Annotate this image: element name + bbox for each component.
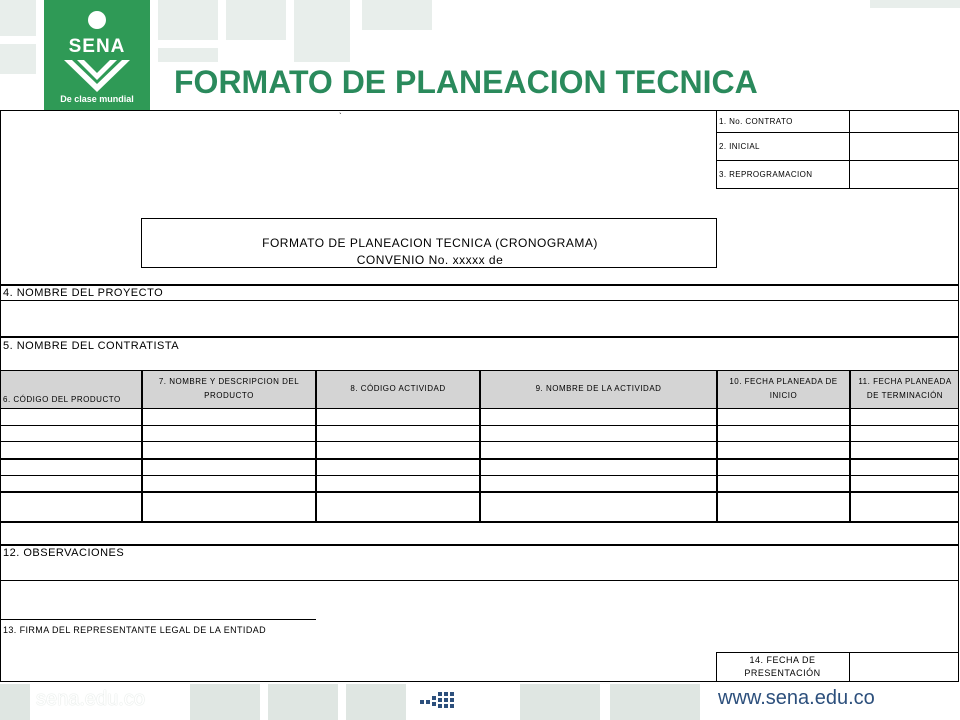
table-row[interactable] [1, 409, 958, 425]
signature-label: 13. FIRMA DEL REPRESENTANTE LEGAL DE LA ENTIDAD [3, 625, 267, 635]
column-header-activity-code: 8. CÓDIGO ACTIVIDAD [350, 384, 446, 393]
column-header-activity-name: 9. NOMBRE DE LA ACTIVIDAD [535, 384, 662, 393]
initial-label: 2. INICIAL [719, 142, 760, 151]
table-row[interactable] [1, 493, 958, 521]
signature-field[interactable] [2, 586, 314, 618]
column-header-product-name: 7. NOMBRE Y DESCRIPCION DEL PRODUCTO [158, 377, 300, 400]
observations-field[interactable] [2, 561, 957, 579]
reprogramming-label: 3. REPROGRAMACION [719, 170, 813, 179]
reprogramming-field[interactable] [851, 162, 957, 187]
project-name-field[interactable] [2, 302, 957, 335]
column-header-start-date: 10. FECHA PLANEADA DE INICIO [729, 377, 838, 400]
presentation-date-label: 14. FECHA DE PRESENTACIÓN [744, 655, 821, 678]
initial-field[interactable] [851, 134, 957, 159]
logo-word: SENA [68, 36, 126, 57]
sena-logo [44, 0, 150, 110]
convenio-number: CONVENIO No. xxxxx de [356, 253, 504, 267]
table-row[interactable] [1, 426, 958, 441]
column-header-product-code: 6. CÓDIGO DEL PRODUCTO [3, 395, 121, 404]
contract-number-label: 1. No. CONTRATO [719, 117, 793, 126]
table-row[interactable] [1, 442, 958, 458]
contract-number-field[interactable] [851, 112, 957, 131]
contractor-name-label: 5. NOMBRE DEL CONTRATISTA [3, 340, 180, 352]
observations-label: 12. OBSERVACIONES [3, 547, 125, 559]
table-row[interactable] [1, 460, 958, 475]
column-header-end-date: 11. FECHA PLANEADA DE TERMINACIÓN [858, 377, 952, 400]
project-name-label: 4. NOMBRE DEL PROYECTO [3, 287, 164, 299]
logo-tagline: De clase mundial [60, 94, 134, 104]
footer-dots-icon [420, 692, 460, 714]
convenio-title: FORMATO DE PLANEACION TECNICA (CRONOGRAMA) [262, 236, 598, 250]
footer-watermark-url: sena.edu.co [36, 688, 145, 710]
page-title: FORMATO DE PLANEACION TECNICA [174, 64, 758, 100]
convenio-box [141, 218, 717, 268]
presentation-date-field[interactable] [851, 654, 957, 681]
table-row[interactable] [1, 476, 958, 491]
footer-url[interactable]: www.sena.edu.co [718, 687, 875, 709]
stray-mark: ` [339, 112, 342, 121]
